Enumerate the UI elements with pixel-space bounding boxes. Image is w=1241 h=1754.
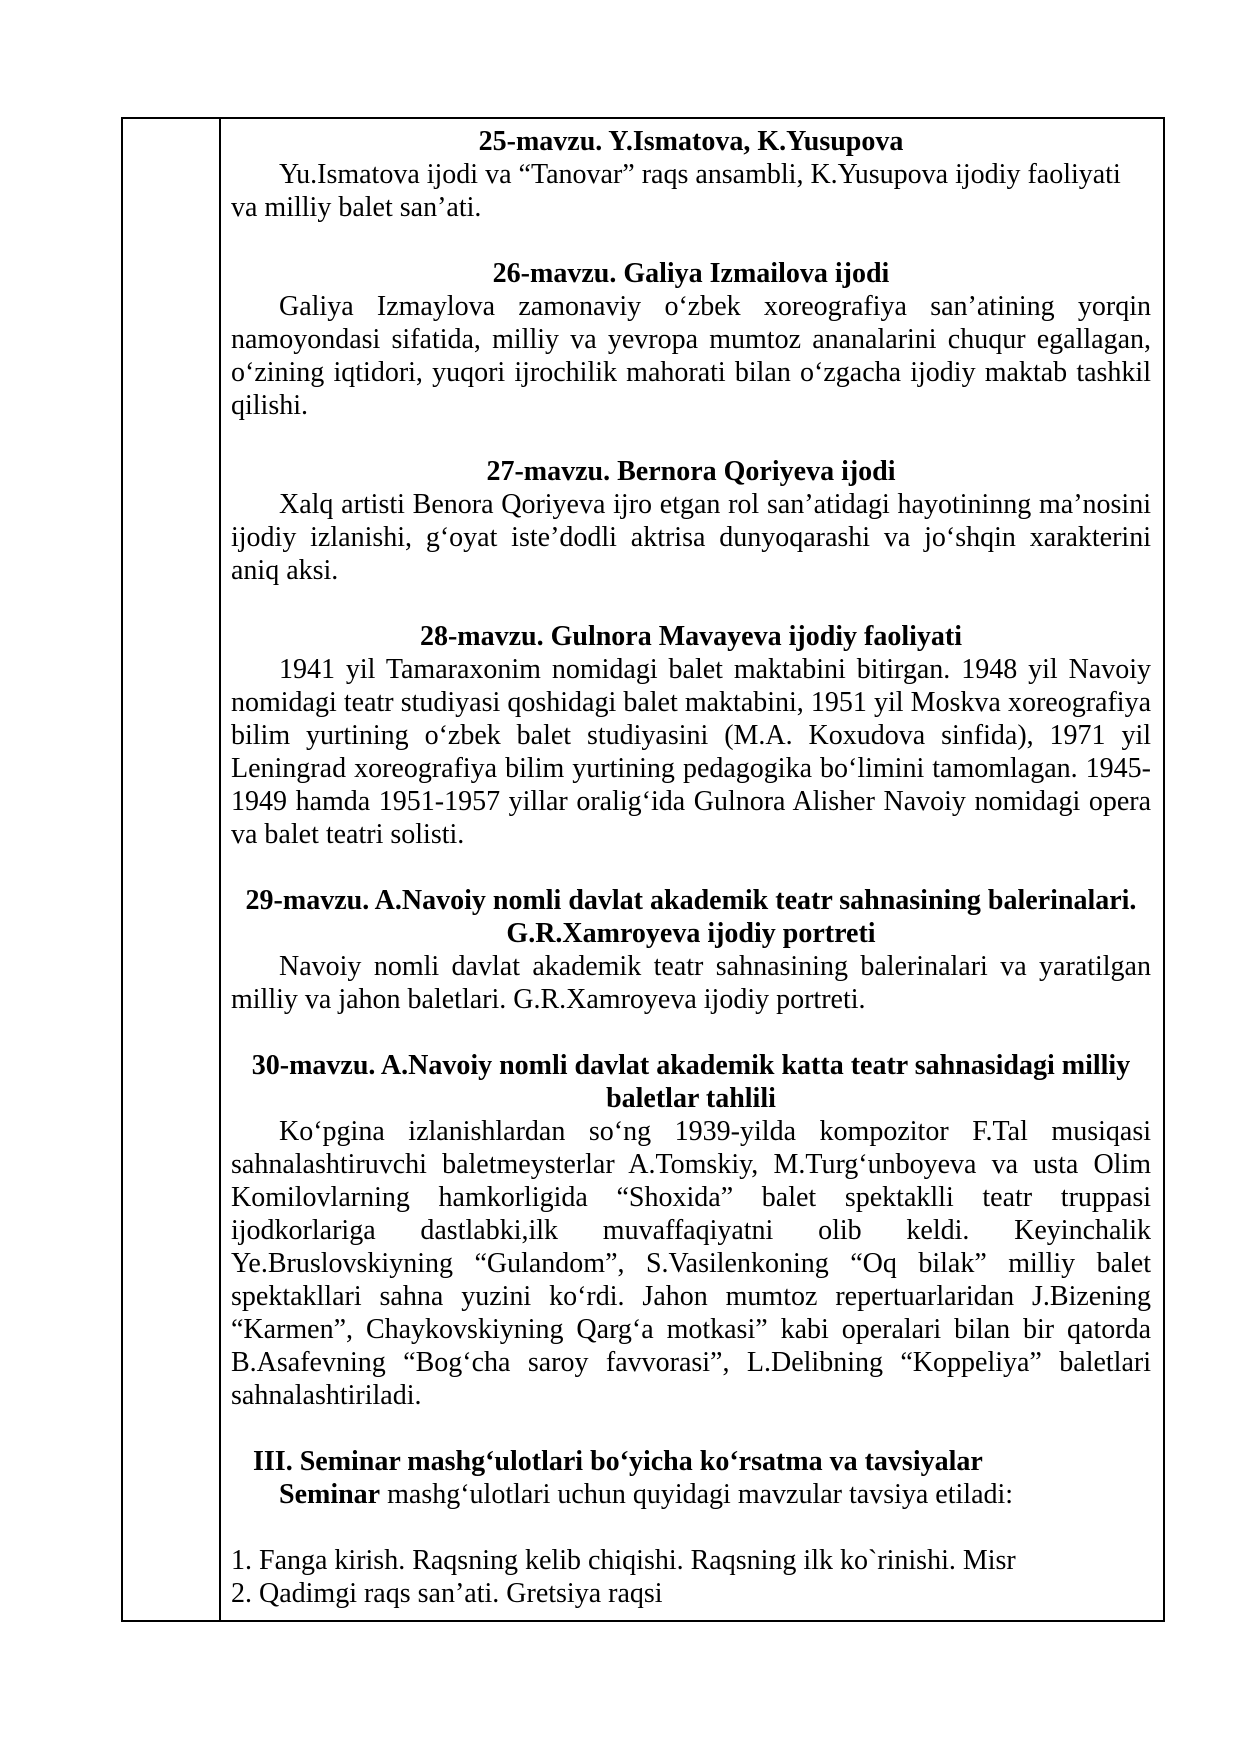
topic-section-28	[231, 620, 1151, 851]
topic-section-30	[231, 1049, 1151, 1412]
topic-26-body: Galiya Izmaylova zamonaviy o‘zbek xoreografiya san’atining yorqin namoyondasi sifatida, milliy va yevropa mumtoz ananalarini chuqur egallagan, o‘zining iqtidori, yuqori ijrochilik mahorati bilan o‘zgacha ijodiy maktab tashkil qilishi.	[231, 291, 1151, 421]
topic-28-heading: 28-mavzu. Gulnora Mavayeva ijodiy faoliyati	[419, 621, 963, 652]
seminar-heading: III. Seminar mashg‘ulotlari bo‘yicha ko‘rsatma va tavsiyalar	[253, 1446, 983, 1477]
topic-section-25	[231, 125, 1151, 224]
topic-26-heading: 26-mavzu. Galiya Izmailova ijodi	[492, 258, 890, 289]
seminar-section	[231, 1445, 1151, 1610]
topic-27-heading: 27-mavzu. Bernora Qoriyeva ijodi	[486, 456, 896, 487]
topic-25-heading: 25-mavzu. Y.Ismatova, K.Yusupova	[478, 126, 904, 157]
table-main-cell	[221, 119, 1163, 1620]
topic-section-27	[231, 455, 1151, 587]
topic-section-29	[231, 884, 1151, 1016]
topic-27-body: Xalq artisti Benora Qoriyeva ijro etgan rol san’atidagi hayotininng ma’nosini ijodiy izlanishi, g‘oyat iste’dodli aktrisa dunyoqarashi va jo‘shqin xarakterini aniq aksi.	[231, 489, 1151, 586]
seminar-item-1: 1. Fanga kirish. Raqsning kelib chiqishi. Raqsning ilk ko`rinishi. Misr	[231, 1545, 1016, 1576]
topic-28-body: 1941 yil Tamaraxonim nomidagi balet maktabini bitirgan. 1948 yil Navoiy nomidagi teatr studiyasi qoshidagi balet maktabini, 1951 yil Moskva xoreografiya bilim yurtining o‘zbek balet studiyasini (M.A. Koxudova sinfida), 1971 yil Leningrad xoreografiya bilim yurtining pedagogika bo‘limini tamomlagan. 1945-1949 hamda 1951-1957 yillar oralig‘ida Gulnora Alisher Navoiy nomidagi opera va balet teatri solisti.	[231, 654, 1151, 850]
seminar-item-2: 2. Qadimgi raqs san’ati. Gretsiya raqsi	[231, 1578, 663, 1609]
topic-25-body: Yu.Ismatova ijodi va “Tanovar” raqs ansambli, K.Yusupova ijodiy faoliyati va milliy balet san’ati.	[231, 159, 1121, 223]
content-table	[121, 117, 1165, 1622]
seminar-intro-lead: Seminar	[279, 1479, 381, 1510]
topic-30-heading: 30-mavzu. A.Navoiy nomli davlat akademik katta teatr sahnasidagi milliy baletlar tahlili	[251, 1050, 1131, 1114]
topic-29-body: Navoiy nomli davlat akademik teatr sahnasining balerinalari va yaratilgan milliy va jahon baletlari. G.R.Xamroyeva ijodiy portreti.	[231, 951, 1151, 1015]
seminar-intro-text: mashg‘ulotlari uchun quyidagi mavzular tavsiya etiladi:	[380, 1479, 1014, 1510]
topic-30-body: Ko‘pgina izlanishlardan so‘ng 1939-yilda kompozitor F.Tal musiqasi sahnalashtiruvchi baletmeysterlar A.Tomskiy, M.Turg‘unboyeva va usta Olim Komilovlarning hamkorligida “Shoxida” balet spektaklli teatr truppasi ijodkorlariga dastlabki,ilk muvaffaqiyatni olib keldi. Keyinchalik Ye.Bruslovskiyning “Gulandom”, S.Vasilenkoning “Oq bilak” milliy balet spektakllari sahna yuzini ko‘rdi. Jahon mumtoz repertuarlaridan J.Bizening “Karmen”, Chaykovskiyning Qarg‘a motkasi” kabi operalari bilan bir qatorda B.Asafevning “Bog‘cha saroy favvorasi”, L.Delibning “Koppeliya” baletlari sahnalashtiriladi.	[231, 1116, 1151, 1411]
topic-29-heading: 29-mavzu. A.Navoiy nomli davlat akademik teatr sahnasining balerinalari. G.R.Xamroyeva ijodiy portreti	[245, 885, 1137, 949]
table-left-cell	[123, 119, 221, 1620]
seminar-intro	[231, 1478, 1151, 1511]
topic-section-26	[231, 257, 1151, 422]
